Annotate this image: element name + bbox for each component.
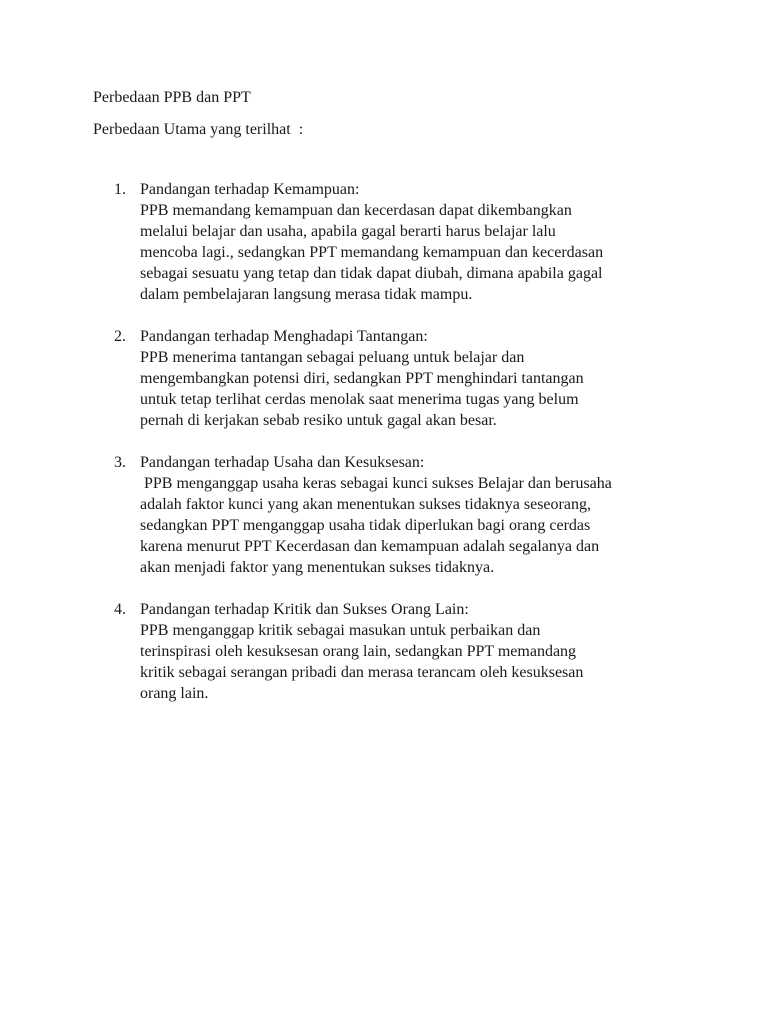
body-line: mengembangkan potensi diri, sedangkan PPT menghindari tantangan xyxy=(140,370,584,387)
body-line: mencoba lagi., sedangkan PPT memandang kemampuan dan kecerdasan xyxy=(140,244,604,261)
body-line: sedangkan PPT menganggap usaha tidak diperlukan bagi orang cerdas xyxy=(140,517,591,534)
body-line: sebagai sesuatu yang tetap dan tidak dapat diubah, dimana apabila gagal xyxy=(140,265,603,282)
list-item-heading: Pandangan terhadap Kritik dan Sukses Orang Lain: xyxy=(140,601,469,618)
document-subtitle: Perbedaan Utama yang terilhat : xyxy=(93,121,304,138)
list-item-heading: Pandangan terhadap Usaha dan Kesuksesan: xyxy=(140,454,425,471)
list-item xyxy=(0,452,768,578)
body-line: PPB menerima tantangan sebagai peluang untuk belajar dan xyxy=(140,349,525,366)
body-line: kritik sebagai serangan pribadi dan merasa terancam oleh kesuksesan xyxy=(140,664,584,681)
document-title: Perbedaan PPB dan PPT xyxy=(93,89,251,106)
list-item-body xyxy=(140,200,680,305)
list-item xyxy=(0,179,768,305)
body-line: melalui belajar dan usaha, apabila gagal berarti harus belajar lalu xyxy=(140,223,556,240)
list-item-number: 2. xyxy=(114,328,126,345)
body-line: terinspirasi oleh kesuksesan orang lain, sedangkan PPT memandang xyxy=(140,643,577,660)
list-item-body xyxy=(140,473,680,578)
body-line: dalam pembelajaran langsung merasa tidak mampu. xyxy=(140,286,473,303)
numbered-list xyxy=(0,179,768,725)
body-line: adalah faktor kunci yang akan menentukan sukses tidaknya seseorang, xyxy=(140,496,591,513)
list-item-number: 4. xyxy=(114,601,126,618)
list-item-heading: Pandangan terhadap Menghadapi Tantangan: xyxy=(140,328,428,345)
body-line: akan menjadi faktor yang menentukan sukses tidaknya. xyxy=(140,559,495,576)
list-item xyxy=(0,599,768,704)
body-line: karena menurut PPT Kecerdasan dan kemampuan adalah segalanya dan xyxy=(140,538,600,555)
body-line: PPB memandang kemampuan dan kecerdasan dapat dikembangkan xyxy=(140,202,572,219)
list-item-body xyxy=(140,620,680,704)
list-item-body xyxy=(140,347,680,431)
list-item-number: 3. xyxy=(114,454,126,471)
body-line: untuk tetap terlihat cerdas menolak saat menerima tugas yang belum xyxy=(140,391,579,408)
list-item-heading: Pandangan terhadap Kemampuan: xyxy=(140,181,360,198)
list-item-number: 1. xyxy=(114,181,126,198)
body-line: PPB menganggap usaha keras sebagai kunci sukses Belajar dan berusaha xyxy=(140,475,612,492)
body-line: PPB menganggap kritik sebagai masukan untuk perbaikan dan xyxy=(140,622,541,639)
body-line: orang lain. xyxy=(140,685,209,702)
body-line: pernah di kerjakan sebab resiko untuk gagal akan besar. xyxy=(140,412,497,429)
list-item xyxy=(0,326,768,431)
